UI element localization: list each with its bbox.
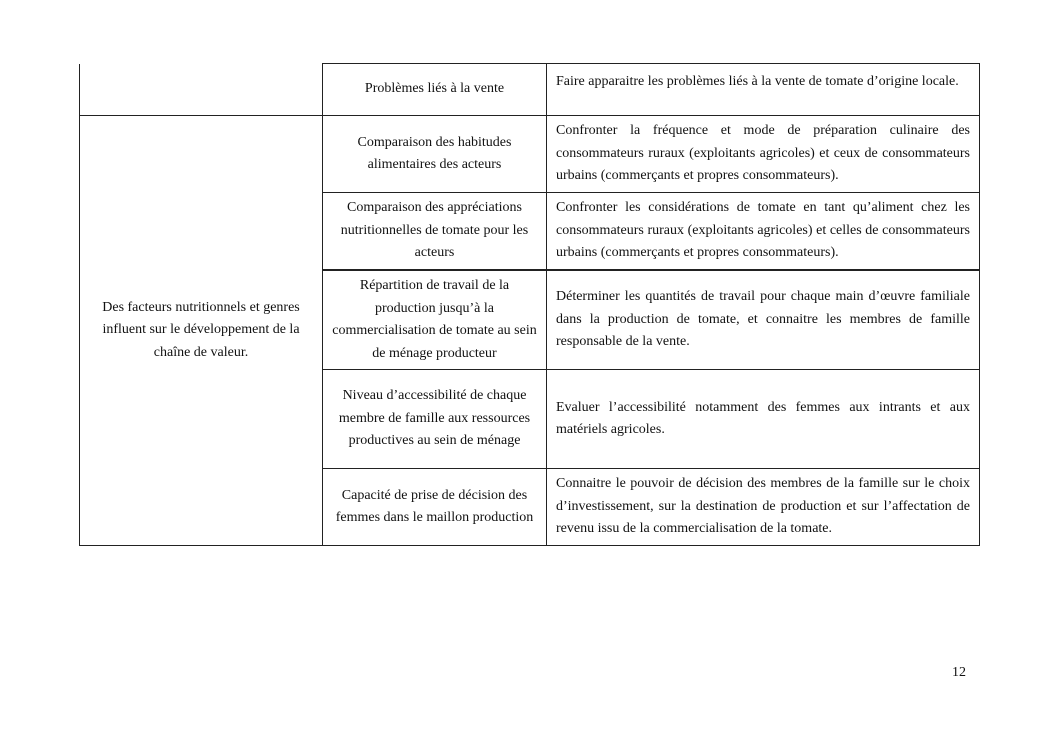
description-cell: Confronter les considérations de tomate en tant qu’aliment chez les consommateurs ruraux (exploitants agricoles) et celles de consommateurs urbains (commerçants et propres consommateurs).	[547, 193, 980, 271]
indicator-cell: Capacité de prise de décision des femmes dans le maillon production	[323, 469, 547, 546]
indicator-cell: Problèmes liés à la vente	[323, 64, 547, 116]
page-number: 12	[952, 665, 966, 680]
hypothesis-cell-empty	[80, 64, 323, 116]
description-cell: Connaitre le pouvoir de décision des membres de la famille sur le choix d’investissement, sur la destination de production et sur l’affectation de revenu issu de la commercialisation de la tomate.	[547, 469, 980, 546]
description-cell: Faire apparaitre les problèmes liés à la vente de tomate d’origine locale.	[547, 64, 980, 116]
indicator-cell: Répartition de travail de la production jusqu’à la commercialisation de tomate au sein de ménage producteur	[323, 270, 547, 370]
table-row	[80, 64, 980, 116]
description-cell: Evaluer l’accessibilité notamment des femmes aux intrants et aux matériels agricoles.	[547, 370, 980, 469]
indicator-cell: Comparaison des habitudes alimentaires des acteurs	[323, 116, 547, 193]
indicator-table	[79, 63, 980, 546]
description-cell: Déterminer les quantités de travail pour chaque main d’œuvre familiale dans la production de tomate, et connaitre les membres de famille responsable de la vente.	[547, 270, 980, 370]
indicator-cell: Comparaison des appréciations nutritionnelles de tomate pour les acteurs	[323, 193, 547, 271]
hypothesis-cell: Des facteurs nutritionnels et genres influent sur le développement de la chaîne de valeur.	[80, 116, 323, 546]
indicator-cell: Niveau d’accessibilité de chaque membre de famille aux ressources productives au sein de ménage	[323, 370, 547, 469]
table-row	[80, 116, 980, 193]
description-cell: Confronter la fréquence et mode de préparation culinaire des consommateurs ruraux (exploitants agricoles) et ceux de consommateurs urbains (commerçants et propres consommateurs).	[547, 116, 980, 193]
